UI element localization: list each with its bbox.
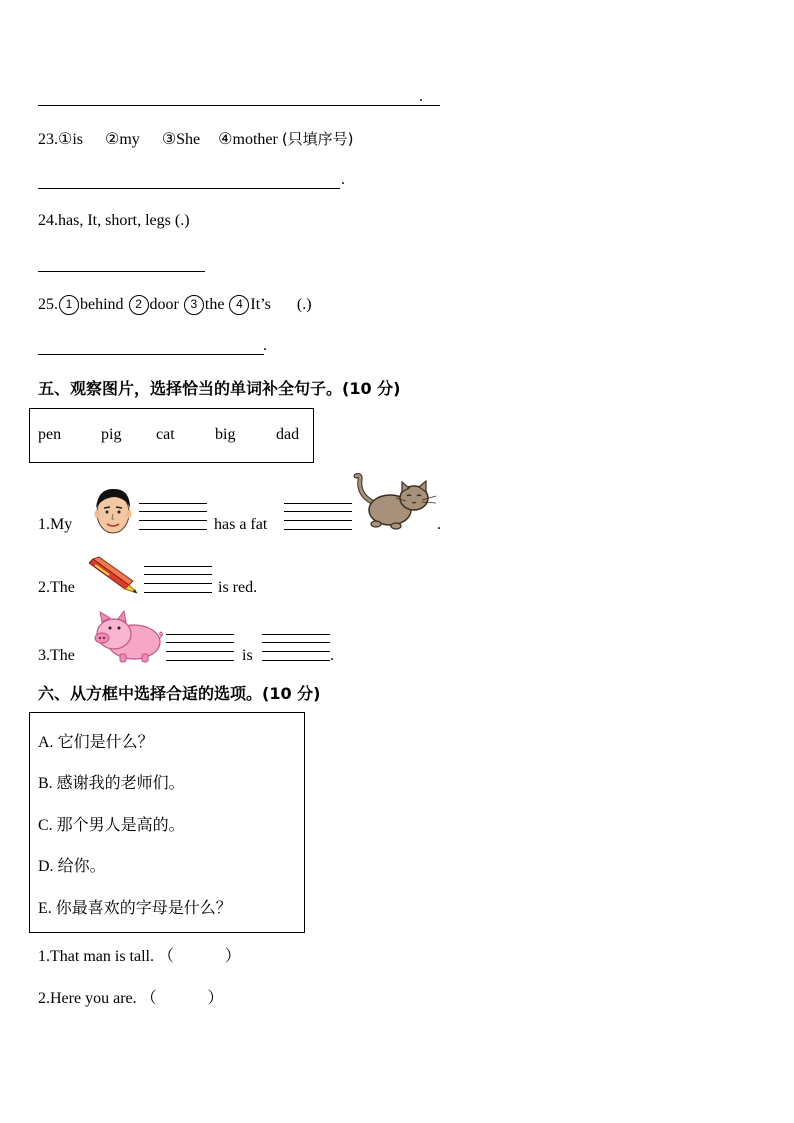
sentence-2-start: 2.The (38, 579, 75, 596)
option-text: 你最喜欢的字母是什么？ (55, 898, 232, 917)
answer-parentheses[interactable]: （ ） (157, 946, 241, 965)
option-text: 感谢我的老师们。 (56, 773, 185, 792)
question-6-2 (38, 985, 224, 1008)
scrambled-word: ②my (105, 131, 140, 148)
word-bank-item: big (215, 426, 236, 443)
question-text: 2.Here you are. (38, 990, 137, 1007)
answer-period: . (263, 337, 267, 354)
answer-line-23[interactable] (38, 188, 340, 189)
pig-icon (90, 610, 164, 664)
option-letter: C. (38, 817, 53, 834)
word-bank-item: cat (156, 426, 175, 443)
option-text: 它们是什么？ (57, 732, 154, 751)
scrambled-word: ④mother (218, 131, 278, 148)
answer-period: . (419, 88, 423, 105)
blank-writing-lines[interactable] (144, 566, 212, 592)
sentence-3-start: 3.The (38, 647, 75, 664)
question-24: 24.has, It, short, legs (.) (38, 212, 190, 229)
option-e (38, 895, 232, 918)
pen-icon (89, 555, 143, 595)
sentence-3-mid: is (242, 647, 253, 664)
blank-writing-lines[interactable] (139, 503, 207, 529)
scrambled-word: ③She (161, 131, 201, 148)
sentence-1-end: . (437, 516, 441, 533)
option-letter: D. (38, 858, 54, 875)
scrambled-word: the (204, 296, 225, 313)
option-b (38, 770, 185, 793)
answer-line-24[interactable] (38, 271, 205, 272)
option-text: 给你。 (57, 856, 106, 875)
man-face-icon (88, 484, 138, 536)
circled-number: 2 (129, 295, 149, 315)
scrambled-word: ①is (58, 131, 84, 148)
word-bank-item: dad (276, 426, 300, 443)
answer-parentheses[interactable]: （ ） (140, 988, 224, 1007)
question-25 (38, 295, 312, 315)
circled-number: 3 (184, 295, 204, 315)
answer-line-22[interactable] (38, 105, 440, 106)
sentence-3-end: . (330, 647, 334, 664)
option-letter: A. (38, 734, 54, 751)
blank-writing-lines[interactable] (262, 634, 330, 660)
option-a (38, 729, 154, 752)
option-text: 那个男人是高的。 (56, 815, 185, 834)
option-d (38, 853, 106, 876)
option-letter: B. (38, 775, 53, 792)
question-23 (38, 128, 354, 149)
circled-number: 4 (229, 295, 249, 315)
option-letter: E. (38, 900, 52, 917)
scrambled-word: It’s (250, 296, 271, 313)
word-bank-item: pig (101, 426, 122, 443)
blank-writing-lines[interactable] (284, 503, 352, 529)
scrambled-word: behind (80, 296, 124, 313)
question-note: (.) (296, 296, 312, 313)
answer-line-25[interactable] (38, 354, 264, 355)
word-bank-item: pen (38, 426, 62, 443)
option-c (38, 812, 185, 835)
section-6-title: 六、从方框中选择合适的选项。(10 分) (38, 684, 321, 703)
cat-icon (352, 472, 440, 534)
section-5-title: 五、观察图片，选择恰当的单词补全句子。(10 分) (38, 379, 401, 398)
question-note: (只填序号) (281, 130, 354, 148)
blank-writing-lines[interactable] (166, 634, 234, 660)
answer-period: . (341, 171, 345, 188)
sentence-1-start: 1.My (38, 516, 73, 533)
question-6-1 (38, 943, 241, 966)
sentence-2-end: is red. (218, 579, 258, 596)
scrambled-word: door (149, 296, 179, 313)
question-number: 23. (38, 131, 58, 148)
circled-number: 1 (59, 295, 79, 315)
sentence-1-mid: has a fat (214, 516, 268, 533)
question-text: 1.That man is tall. (38, 948, 154, 965)
question-number: 25. (38, 296, 58, 313)
